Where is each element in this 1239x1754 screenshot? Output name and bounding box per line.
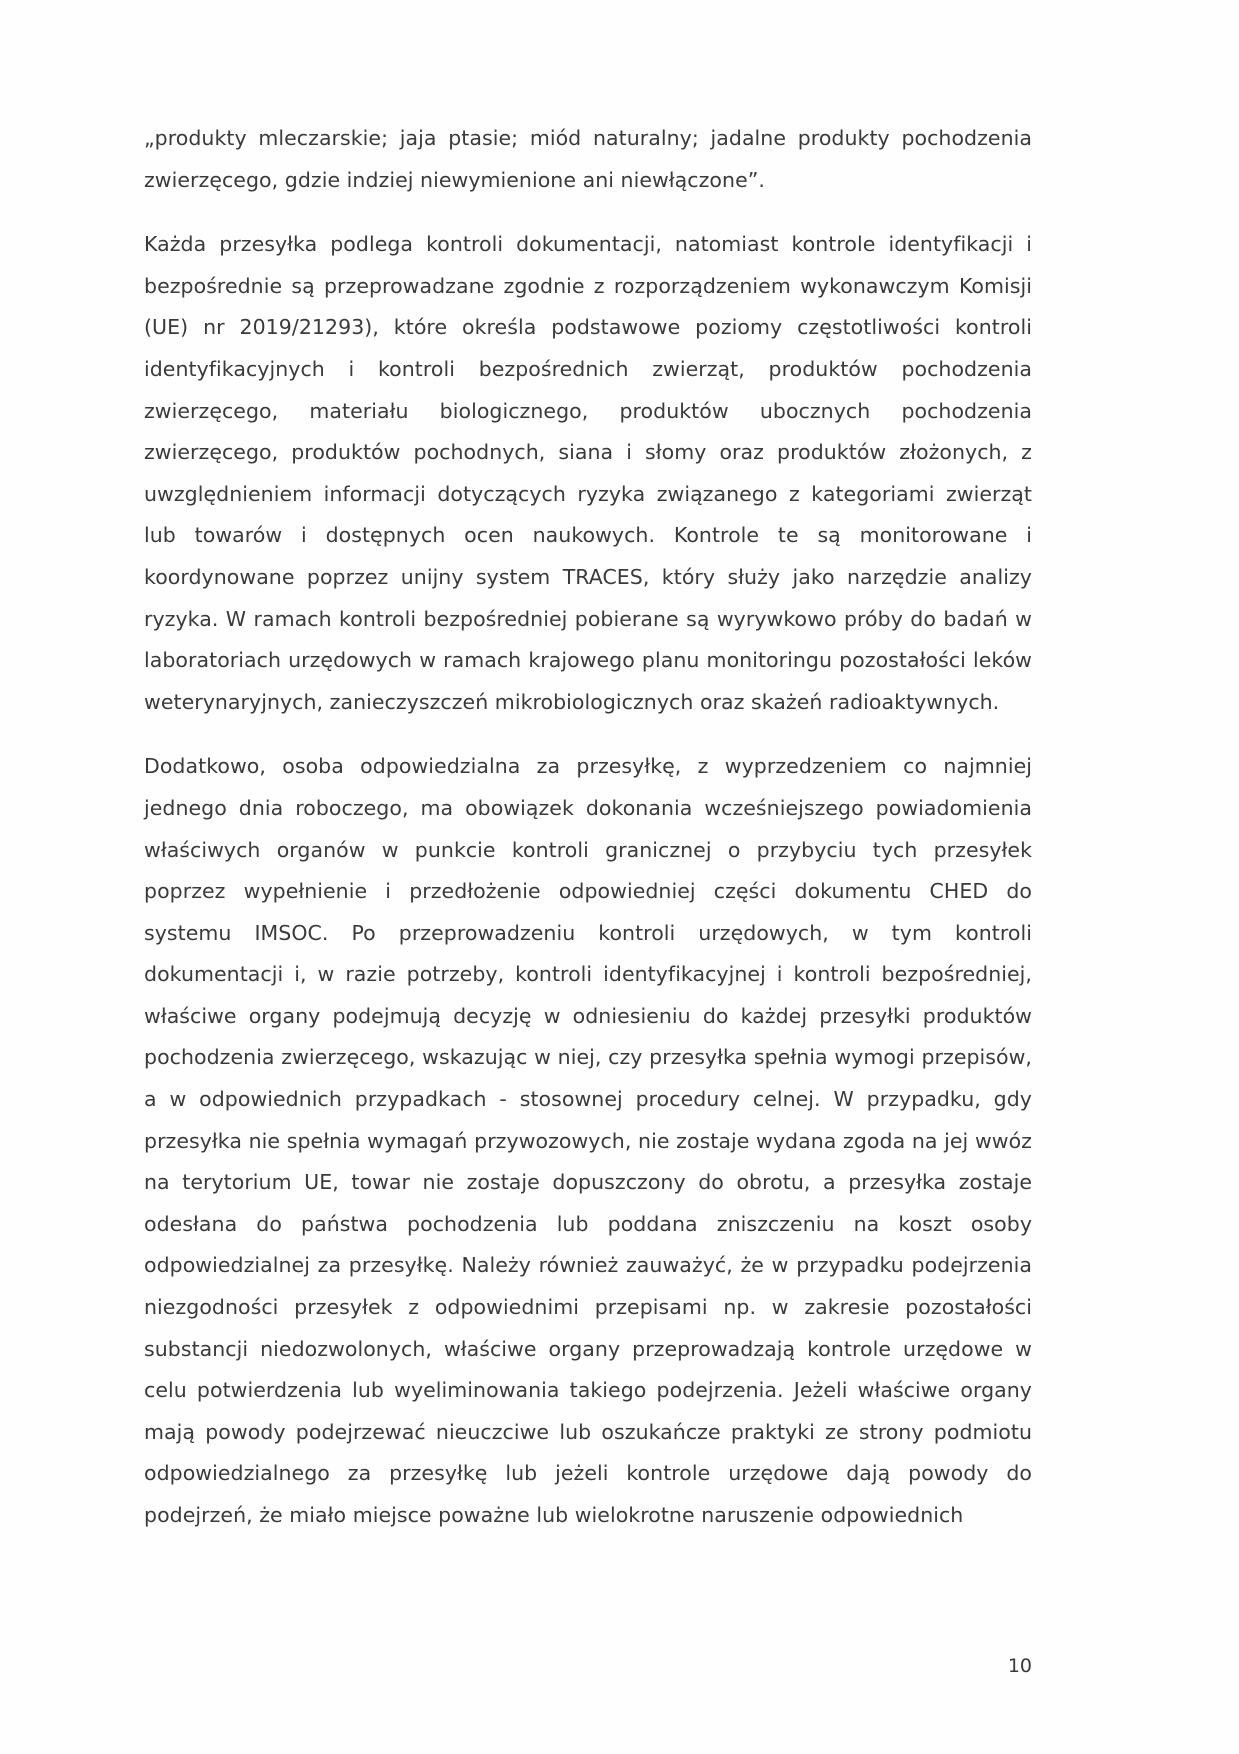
paragraph-prior-notification: Dodatkowo, osoba odpowiedzialna za przesyłkę, z wyprzedzeniem co najmniej jednego dnia roboczego, ma obowiązek dokonania wcześniejszego powiadomienia właściwych organów w punkcie kontroli granicznej o przybyciu tych przesyłek poprzez wypełnienie i przedłożenie odpowiedniej części dokumentu CHED do systemu IMSOC. Po przeprowadzeniu kontroli urzędowych, w tym kontroli dokumentacji i, w razie potrzeby, kontroli identyfikacyjnej i kontroli bezpośredniej, właściwe organy podejmują decyzję w odniesieniu do każdej przesyłki produktów pochodzenia zwierzęcego, wskazując w niej, czy przesyłka spełnia wymogi przepisów, a w odpowiednich przypadkach - stosownej procedury celnej. W przypadku, gdy przesyłka nie spełnia wymagań przywozowych, nie zostaje wydana zgoda na jej wwóz na terytorium UE, towar nie zostaje dopuszczony do obrotu, a przesyłka zostaje odesłana do państwa pochodzenia lub poddana zniszczeniu na koszt osoby odpowiedzialnej za przesyłkę. Należy również zauważyć, że w przypadku podejrzenia niezgodności przesyłek z odpowiednimi przepisami np. w zakresie pozostałości substancji niedozwolonych, właściwe organy przeprowadzają kontrole urzędowe w celu potwierdzenia lub wyeliminowania takiego podejrzenia. Jeżeli właściwe organy mają powody podejrzewać nieuczciwe lub oszukańcze praktyki ze strony podmiotu odpowiedzialnego za przesyłkę lub jeżeli kontrole urzędowe dają powody do podejrzeń, że miało miejsce poważne lub wielokrotne naruszenie odpowiednich — [144, 754, 1032, 1527]
paragraph-product-list: „produkty mleczarskie; jaja ptasie; miód naturalny; jadalne produkty pochodzenia zwierzęcego, gdzie indziej niewymienione ani niewłączone”. — [144, 126, 1032, 192]
paragraph-documentary-checks: Każda przesyłka podlega kontroli dokumentacji, natomiast kontrole identyfikacji i bezpośrednie są przeprowadzane zgodnie z rozporządzeniem wykonawczym Komisji (UE) nr 2019/21293), które określa podstawowe poziomy częstotliwości kontroli identyfikacyjnych i kontroli bezpośrednich zwierząt, produktów pochodzenia zwierzęcego, materiału biologicznego, produktów ubocznych pochodzenia zwierzęcego, produktów pochodnych, siana i słomy oraz produktów złożonych, z uwzględnieniem informacji dotyczących ryzyka związanego z kategoriami zwierząt lub towarów i dostępnych ocen naukowych. Kontrole te są monitorowane i koordynowane poprzez unijny system TRACES, który służy jako narzędzie analizy ryzyka. W ramach kontroli bezpośredniej pobierane są wyrywkowo próby do badań w laboratoriach urzędowych w ramach krajowego planu monitoringu pozostałości leków weterynaryjnych, zanieczyszczeń mikrobiologicznych oraz skażeń radioaktywnych. — [144, 232, 1032, 714]
page-number: 10 — [1007, 1655, 1032, 1677]
document-body — [144, 118, 1032, 1537]
